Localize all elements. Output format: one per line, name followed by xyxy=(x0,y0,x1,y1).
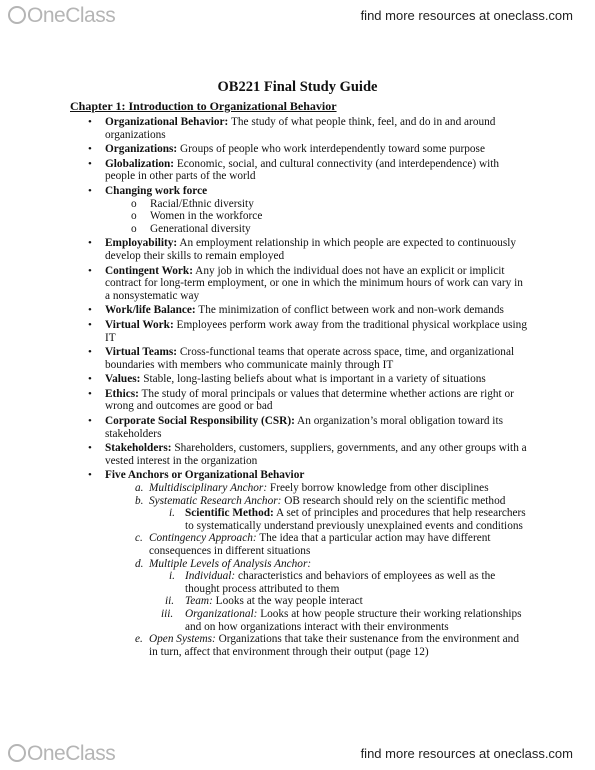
anchor-item: c. Contingency Approach: The idea that a particular action may have different consequences in different situations xyxy=(135,532,491,557)
footer-tagline-link[interactable]: find more resources at oneclass.com xyxy=(360,746,573,761)
sub-list-item: o Generational diversity xyxy=(131,222,251,235)
bullet-icon: • xyxy=(88,442,92,455)
list-item: • Ethics: The study of moral principals or values that determine whether actions are right or wrong and outcomes are good or bad xyxy=(88,387,514,413)
list-item: • Employability: An employment relationship in which people are expected to continuously develop their skills to remain employed xyxy=(88,237,517,262)
list-item: • Organizational Behavior: The study of what people think, feel, and do in and around organizations xyxy=(88,116,496,141)
chapter-heading: Chapter 1: Introduction to Organizational Behavior xyxy=(70,99,337,113)
list-item: • Globalization: Economic, social, and cultural connectivity (and interdependence) with people in other parts of the world xyxy=(88,157,500,183)
anchor-item: e. Open Systems: Organizations that take their sustenance from the environment and in turn, affect that environment through their output (page 12) xyxy=(135,633,519,658)
anchor-item: d. Multiple Levels of Analysis Anchor: i. Individual: characteristics and behaviors of employees as well as the thought process attributed to them ii. Team: Looks at the way people interact iii. Organizational: Looks at how people structure their working relationships and on how organizations interact with their environments xyxy=(105,558,528,634)
bullet-icon: • xyxy=(88,415,92,428)
list-item: • Stakeholders: Shareholders, customers, suppliers, governments, and any other groups with a vested interest in the organization xyxy=(88,442,527,467)
logo-text: OneClass xyxy=(27,742,116,765)
list-item: • Work/life Balance: The minimization of conflict between work and non-work demands xyxy=(88,304,504,317)
document-title: OB221 Final Study Guide xyxy=(217,79,378,95)
bullet-icon: • xyxy=(88,387,92,400)
bullet-icon: • xyxy=(88,346,92,359)
list-item: • Corporate Social Responsibility (CSR): An organization’s moral obligation toward its stakeholders xyxy=(88,415,503,440)
bullet-icon: • xyxy=(88,143,92,156)
anchor-sub-item: iii. Organizational: Looks at how people structure their working relationships and on how organizations interact with their environments xyxy=(161,607,522,633)
bullet-icon: • xyxy=(88,116,92,128)
list-item: • Organizations: Groups of people who work interdependently toward some purpose xyxy=(88,143,485,156)
anchor-item: a. Multidisciplinary Anchor: Freely borrow knowledge from other disciplines xyxy=(135,482,489,495)
list-item: • Contingent Work: Any job in which the individual does not have an explicit or implicit contract for long-term employment, or one in which the minimum hours of work can vary in a nonsystematic way xyxy=(88,264,523,302)
bullet-icon: • xyxy=(88,157,92,170)
logo-circle-icon xyxy=(8,6,26,24)
page-footer xyxy=(0,738,595,770)
logo-text: OneClass xyxy=(27,4,116,27)
bullet-icon: • xyxy=(88,318,92,331)
list-item: • Values: Stable, long-lasting beliefs about what is important in a variety of situations xyxy=(88,373,486,386)
bullet-icon: • xyxy=(88,264,92,277)
logo-circle-icon xyxy=(8,744,26,762)
oneclass-logo[interactable] xyxy=(8,4,115,28)
bullet-icon: • xyxy=(88,304,92,317)
list-item: • Changing work force o Racial/Ethnic diversity o Women in the workforce o Generational diversity xyxy=(88,185,528,235)
bullet-icon: • xyxy=(88,184,92,197)
study-guide-content xyxy=(88,116,528,660)
anchor-sub-item: ii. Team: Looks at the way people interact xyxy=(165,595,363,608)
page-header xyxy=(0,0,595,32)
bullet-icon: • xyxy=(88,469,92,482)
anchor-item: b. Systematic Research Anchor: OB research should rely on the scientific method i. Scientific Method: A set of principles and procedures that help researchers to systematically understand previously unexplained events and conditions xyxy=(105,495,528,533)
list-item: • Virtual Work: Employees perform work away from the traditional physical workplace using IT xyxy=(88,318,527,344)
list-item: • Five Anchors or Organizational Behavior a. Multidisciplinary Anchor: Freely borrow knowledge from other disciplines b. Systematic Research Anchor: OB research should rely on the scientific method i. Scientific Method: A set of principles and procedures that help researchers to systematically understand previously unexplained events and conditions c. Contingency Approach: The idea that a particular action may have different consequences in different situations d. Multiple Levels of Analysis Anchor: i. Individual: characteristics and behaviors of employees as well as the thought process attributed to them ii. Team: Looks at the way people interact iii. Organizational: Looks at how people structure their working relationships and on how organizations interact with their environments e. Open Systems: Organizations that take their sustenance from the environment and in turn, affect that environment through their output (page 12) xyxy=(88,469,528,658)
sub-list-item: o Women in the workforce xyxy=(131,210,263,223)
oneclass-logo[interactable] xyxy=(8,742,115,766)
list-item: • Virtual Teams: Cross-functional teams that operate across space, time, and organizational boundaries with members who communicate mainly through IT xyxy=(88,346,515,371)
bullet-icon: • xyxy=(88,237,92,250)
anchor-sub-item: i. Scientific Method: A set of principles and procedures that help researchers to systematically understand previously unexplained events and conditions xyxy=(169,507,526,532)
bullet-icon: • xyxy=(88,373,92,386)
sub-list-item: o Racial/Ethnic diversity xyxy=(131,197,254,210)
header-tagline-link[interactable]: find more resources at oneclass.com xyxy=(360,8,573,23)
anchor-sub-item: i. Individual: characteristics and behaviors of employees as well as the thought process attributed to them xyxy=(169,570,496,595)
